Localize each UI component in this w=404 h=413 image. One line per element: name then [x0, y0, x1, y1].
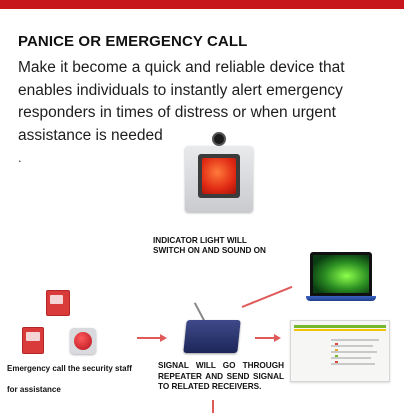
- arrow-to-repeater: [137, 337, 161, 339]
- laptop-icon: [306, 252, 376, 306]
- top-accent-bar: [0, 0, 404, 9]
- panic-button-icon: [46, 290, 70, 316]
- panic-button-icon: [22, 327, 44, 354]
- arrowhead: [274, 334, 281, 342]
- arrow-to-laptop: [242, 286, 293, 308]
- emergency-label: Emergency call the security staff: [7, 364, 132, 373]
- indicator-label: INDICATOR LIGHT WILL SWITCH ON AND SOUND ON: [153, 236, 266, 255]
- assistance-label: for assistance: [7, 385, 61, 394]
- bullet-dot: .: [18, 150, 22, 165]
- signal-label: SIGNAL WILL GO THROUGH REPEATER AND SEND SIGNAL TO RELATED RECEIVERS.: [158, 361, 284, 391]
- slide-description: Make it become a quick and reliable device that enables individuals to instantly alert emergency responders in times of distress or when urgent assistance is needed: [18, 59, 345, 144]
- arrow-to-receivers: [255, 337, 275, 339]
- arrow-down: [212, 400, 214, 413]
- arrowhead: [160, 334, 167, 342]
- monitor-dashboard-icon: [290, 320, 390, 382]
- slide-title: PANICE OR EMERGENCY CALL: [18, 33, 248, 50]
- alarm-light-icon: [185, 132, 253, 212]
- panic-button-icon: [70, 328, 96, 354]
- repeater-icon: [183, 300, 243, 355]
